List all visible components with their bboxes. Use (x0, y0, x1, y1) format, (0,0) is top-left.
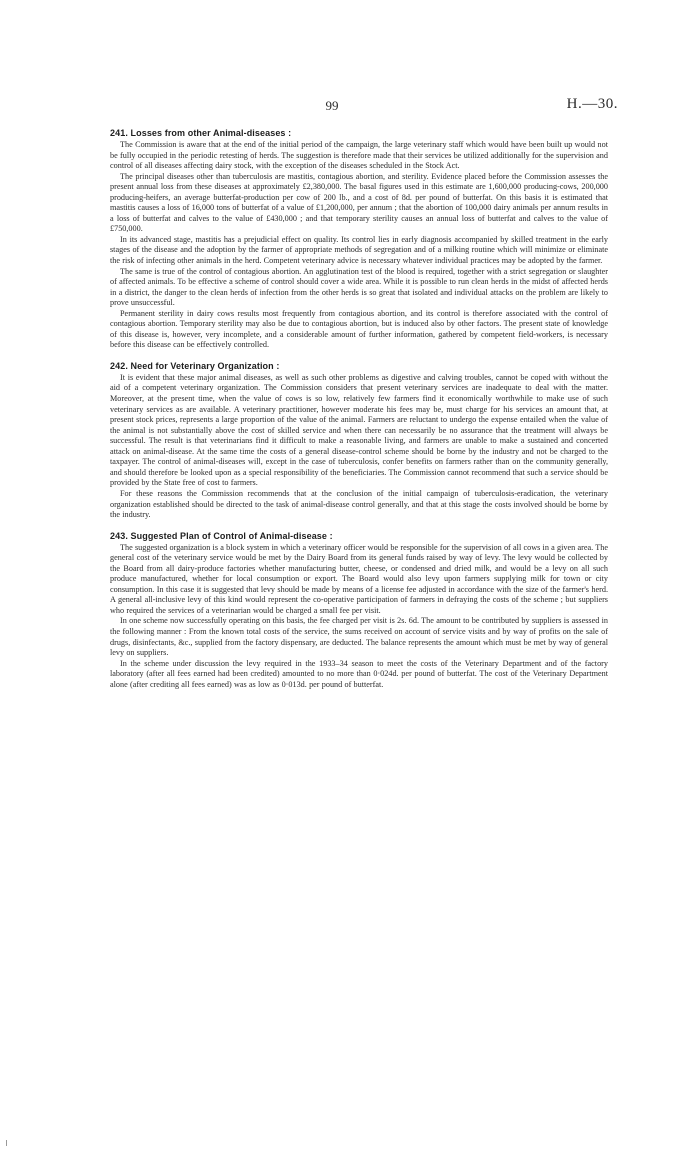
paragraph: It is evident that these major animal diseases, as well as such other problems as digestive and calving troubles, cannot be coped with without the aid of a competent veterinary organization. The Commission considers that present veterinary services are inadequate to deal with the matter. Moreover, at the present time, when the value of cows is so low, relatively few farmers find it economically worthwhile to make use of such veterinary services as are available. A veterinary practitioner, however moderate his fees may be, must charge for his services an amount that, at present stock prices, represents a large proportion of the value of the animal. Farmers are reluctant to undergo the expense entailed when the value of the animal is not substantially above the cost of skilled service and when there can necessarily be no assurance that the treatment will always be successful. The result is that veterinarians find it difficult to make a reasonable living, and farmers are unable to make a sustained and concerted attack on animal-disease. At the same time the costs of a general disease-control scheme should be borne by the industry and not be charged to the taxpayer. The control of animal-diseases will, except in the case of tuberculosis, confer benefits on farmers rather than on the community generally, and should therefore be looked upon as a special responsibility of the beneficiaries. The Commission cannot recommend that such a service should be provided by the State free of cost to farmers. (110, 372, 608, 488)
section-heading: 241. Losses from other Animal-diseases : (110, 128, 292, 138)
section-heading: 243. Suggested Plan of Control of Animal-disease : (110, 530, 333, 541)
paragraph: For these reasons the Commission recommends that at the conclusion of the initial campaign of tuberculosis-eradication, the veterinary organization established should be directed to the task of animal-disease control generally, and that at this stage the costs involved should be borne by the industry. (110, 488, 608, 520)
section-242 (110, 361, 608, 521)
paragraph: The principal diseases other than tuberculosis are mastitis, contagious abortion, and sterility. Evidence placed before the Commission assesses the present annual loss from these diseases at approximately £2,380,000. The basal figures used in this estimate are 1,600,000 producing-cows, 200,000 producing-heifers, an average butterfat-production per cow of 200 lb., and a cost of 8d. per pound of butterfat. On this basis it is estimated that mastitis causes a loss of 16,000 tons of butterfat of a value of £1,200,000, per annum ; that the abortion of 100,000 dairy animals per annum results in a loss of butterfat and calves to the value of £430,000 ; and that temporary sterility causes an annual loss of butterfat and calves to the value of £750,000. (110, 171, 608, 234)
page-number: 99 (325, 98, 339, 113)
document-reference: H.—30. (566, 96, 618, 112)
paragraph: The same is true of the control of contagious abortion. An agglutination test of the blood is required, together with a strict segregation or slaughter of affected animals. To be effective a scheme of control should cover a wide area. While it is possible to run clean herds in the midst of affected herds in a district, the danger to the clean herds of infection from the other herds is so great that isolated and individual attacks on the problem are likely to prove unsuccessful. (110, 266, 608, 308)
section-heading: 242. Need for Veterinary Organization : (110, 360, 280, 371)
margin-mark (6, 1140, 7, 1146)
paragraph: In the scheme under discussion the levy required in the 1933–34 season to meet the costs of the Veterinary Department and of the factory laboratory (after all fees earned had been credited) amounted to no more than 0·024d. per pound of butterfat. The cost of the Veterinary Department alone (after crediting all fees earned) was as low as 0·013d. per pound of butterfat. (110, 658, 608, 689)
paragraph: The suggested organization is a block system in which a veterinary officer would be responsible for the supervision of all cows in a given area. The general cost of the veterinary service would be met by the Dairy Board from its general funds raised by way of levy. The levy would be collected by the Board from all dairy-produce factories whether manufacturing butter, cheese, or condensed and dried milk, and would be a levy on all such produce manufactured, whether for local consumption or export. The Board would also levy upon farmers supplying milk for town or city consumption. In this case it is suggested that levy should be made by means of a license fee adjusted in accordance with the size of the farmer's herd. A general all-inclusive levy of this kind would represent the co-operative participation of farmers in defraying the costs of the scheme ; but suppliers who required the services of a veterinarian would be charged a small fee per visit. (110, 542, 608, 615)
paragraph: In one scheme now successfully operating on this basis, the fee charged per visit is 2s. 6d. The amount to be contributed by suppliers is assessed in the following manner : From the known total costs of the service, the sums received on account of service visits and by way of profits on the sale of drugs, disinfectants, &c., supplied from the factory dispensary, are deducted. The balance represents the amount which must be met by way of general levy on suppliers. (110, 616, 608, 658)
page-body (110, 128, 608, 690)
paragraph: In its advanced stage, mastitis has a prejudicial effect on quality. Its control lies in early diagnosis accompanied by skilled treatment in the early stages of the disease and the adoption by the farmer of appropriate methods of segregation and of a milking routine which will minimize or eliminate the risk of infecting other animals in the herd. Competent veterinary advice is necessary whatever individual practices may be adopted by the farmer. (110, 234, 608, 266)
section-241 (110, 128, 608, 351)
section-243 (110, 531, 608, 691)
paragraph: Permanent sterility in dairy cows results most frequently from contagious abortion, and its control is therefore associated with the control of contagious abortion. Temporary sterility may also be due to contagious abortion, but is induced also by other factors. The present state of knowledge of this disease is, however, very incomplete, and a considerable amount of further information, gathered by competent field-workers, is necessary before this disease can be effectively controlled. (110, 308, 608, 350)
paragraph: The Commission is aware that at the end of the initial period of the campaign, the large veterinary staff which would have been built up would not be fully occupied in the periodic retesting of herds. The suggestion is therefore made that their services be utilized additionally for the supervision and control of all diseases affecting dairy stock, with the exception of the diseases scheduled in the Stock Act. (110, 140, 608, 171)
